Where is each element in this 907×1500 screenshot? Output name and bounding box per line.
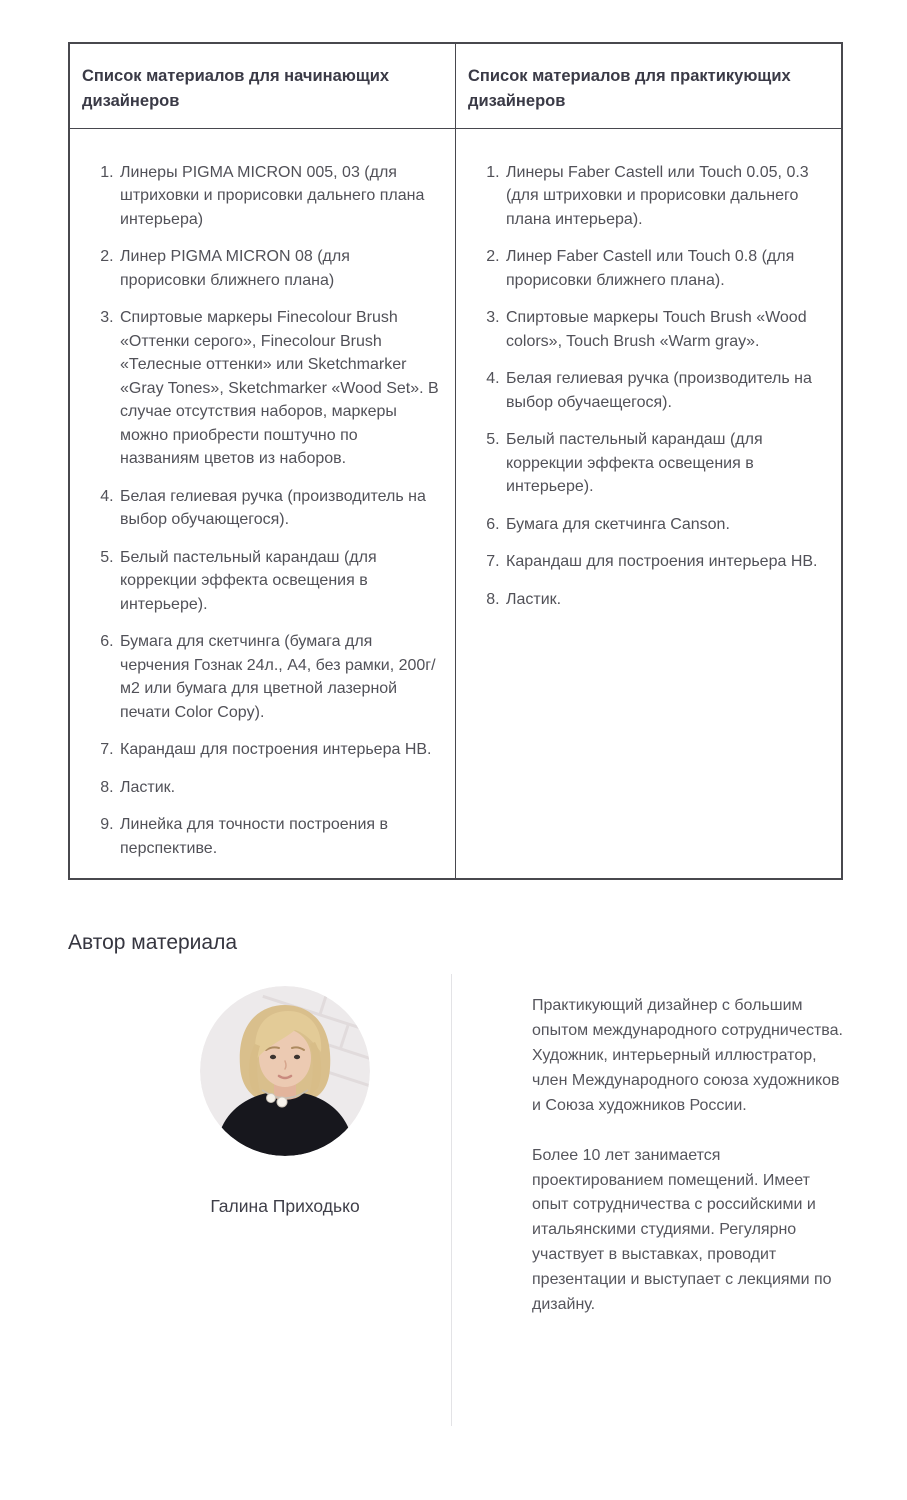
column-header-beginners: Список материалов для начинающих дизайнеров [69, 43, 456, 128]
column-beginners-cell [69, 128, 456, 879]
page-content [68, 42, 843, 1426]
bio-paragraph: Практикующий дизайнер с большим опытом международного сотрудничества. Художник, интерьерный иллюстратор, член Международного союза художников и Союза художников России. [532, 996, 843, 1114]
author-portrait-illustration [200, 986, 370, 1156]
materials-table [68, 42, 843, 880]
material-item: 6. Бумага для скетчинга (бумага для черчения Гознак 24л., А4, без рамки, 200г/м2 или бумага для цветной лазерной печати Color Copy). [118, 630, 439, 724]
material-item: 3. Спиртовые маркеры Finecolour Brush «Оттенки серого», Finecolour Brush «Телесные оттенки» или Sketchmarker «Gray Tones», Sketchmarker «Wood Set». В случае отсутствия наборов, маркеры можно приобрести поштучно по названиям цветов из наборов. [118, 306, 439, 471]
material-item: 4. Белая гелиевая ручка (производитель на выбор обучающегося). [118, 485, 439, 532]
materials-table-header-row [69, 43, 842, 128]
materials-list-beginners [70, 161, 439, 861]
material-item: 2. Линер PIGMA MICRON 08 (для прорисовки ближнего плана) [118, 245, 439, 292]
material-item: 1. Линеры PIGMA MICRON 005, 03 (для штриховки и прорисовки дальнего плана интерьера) [118, 161, 439, 232]
material-item: 5. Белый пастельный карандаш (для коррекции эффекта освещения в интерьере). [118, 546, 439, 617]
column-header-practicing: Список материалов для практикующих дизайнеров [456, 43, 843, 128]
materials-table-body-row [69, 128, 842, 879]
material-item: 8. Ластик. [118, 776, 439, 800]
material-item: 4. Белая гелиевая ручка (производитель на выбор обучаещегося). [504, 367, 825, 414]
author-bio [452, 974, 843, 1426]
material-item: 7. Карандаш для построения интерьера НВ. [118, 738, 439, 762]
material-item: 7. Карандаш для построения интерьера НВ. [504, 550, 825, 574]
author-block [68, 974, 843, 1426]
author-section-heading: Автор материала [68, 931, 238, 955]
material-item: 1. Линеры Faber Castell или Touch 0.05, 0.3 (для штриховки и прорисовки дальнего плана интерьера). [504, 161, 825, 232]
material-item: 2. Линер Faber Castell или Touch 0.8 (для прорисовки ближнего плана). [504, 245, 825, 292]
author-photo-column [68, 974, 451, 1426]
author-avatar [200, 986, 370, 1156]
materials-list-practicing [456, 161, 825, 612]
material-item: 6. Бумага для скетчинга Canson. [504, 513, 825, 537]
column-practicing-cell [456, 128, 843, 879]
material-item: 3. Спиртовые маркеры Touch Brush «Wood colors», Touch Brush «Warm gray». [504, 306, 825, 353]
material-item: 9. Линейка для точности построения в перспективе. [118, 813, 439, 860]
author-name: Галина Приходько [210, 1195, 360, 1216]
material-item: 8. Ластик. [504, 588, 825, 612]
material-item: 5. Белый пастельный карандаш (для коррекции эффекта освещения в интерьере). [504, 428, 825, 499]
bio-paragraph: Более 10 лет занимается проектированием помещений. Имеет опыт сотрудничества с российскими и итальянскими студиями. Регулярно участвует в выставках, проводит презентации и выступает с лекциями по дизайну. [532, 1146, 832, 1314]
